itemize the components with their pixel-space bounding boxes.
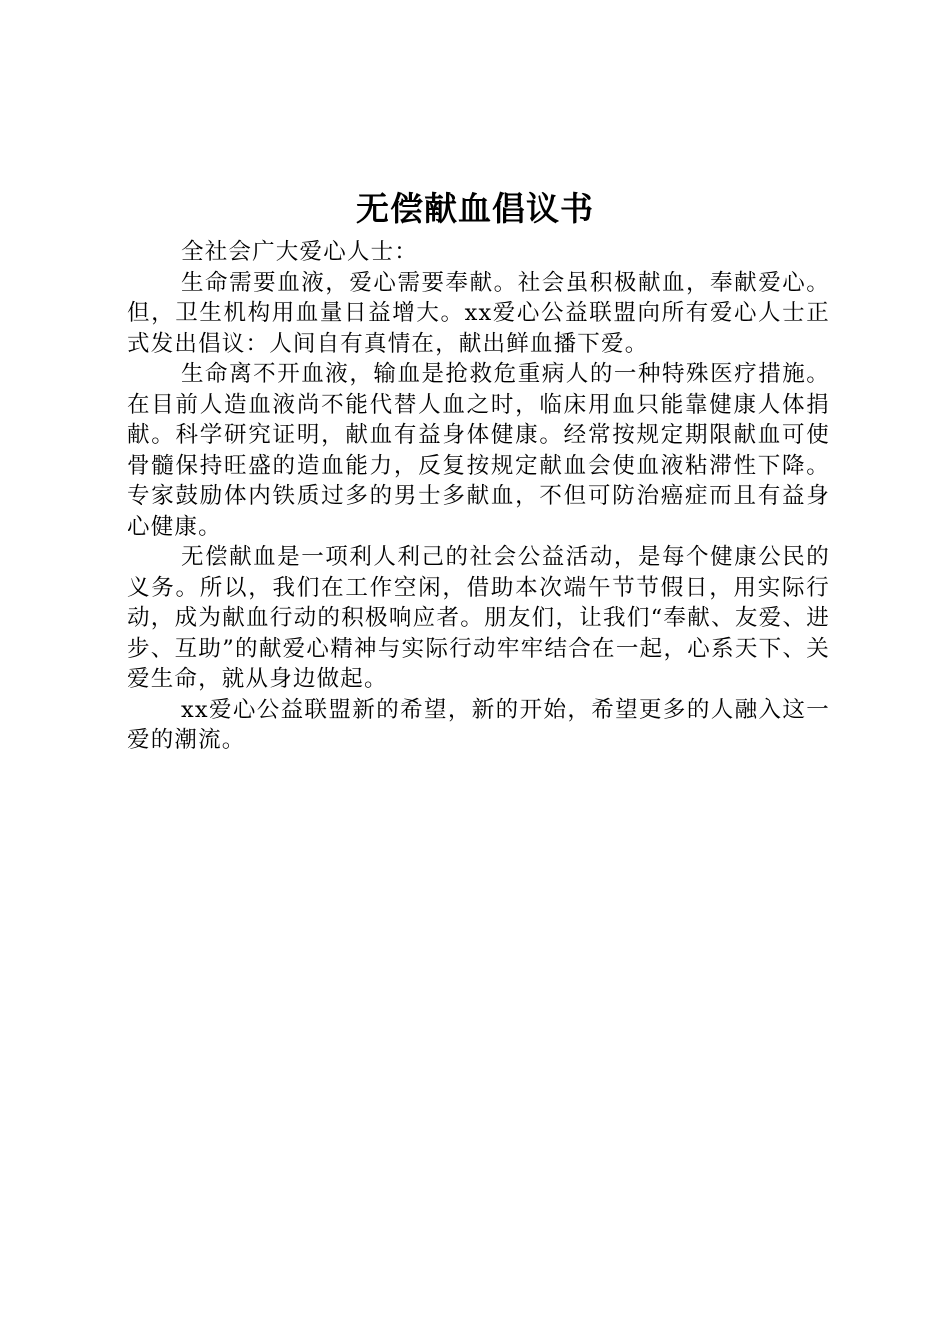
paragraph: 无偿献血是一项利人利己的社会公益活动，是每个健康公民的义务。所以，我们在工作空闲，借助本次端午节节假日，用实际行动，成为献血行动的积极响应者。朋友们，让我们“奉献、友爱、进步、互助”的献爱心精神与实际行动牢牢结合在一起，心系天下、关爱生命，就从身边做起。: [127, 544, 830, 692]
paragraph: 生命需要血液，爱心需要奉献。社会虽积极献血，奉献爱心。但，卫生机构用血量日益增大。xx爱心公益联盟向所有爱心人士正式发出倡议：人间自有真情在，献出鲜血播下爱。: [127, 269, 830, 357]
paragraph: xx爱心公益联盟新的希望，新的开始，希望更多的人融入这一爱的潮流。: [127, 696, 830, 753]
document-title: 无偿献血倡议书: [356, 189, 594, 228]
salutation: 全社会广大爱心人士：: [181, 239, 419, 265]
document-body: [127, 237, 830, 756]
paragraph: 生命离不开血液，输血是抢救危重病人的一种特殊医疗措施。在目前人造血液尚不能代替人血之时，临床用血只能靠健康人体捐献。科学研究证明，献血有益身体健康。经常按规定期限献血可使骨髓保持旺盛的造血能力，反复按规定献血会使血液粘滞性下降。专家鼓励体内铁质过多的男士多献血，不但可防治癌症而且有益身心健康。: [127, 361, 830, 540]
